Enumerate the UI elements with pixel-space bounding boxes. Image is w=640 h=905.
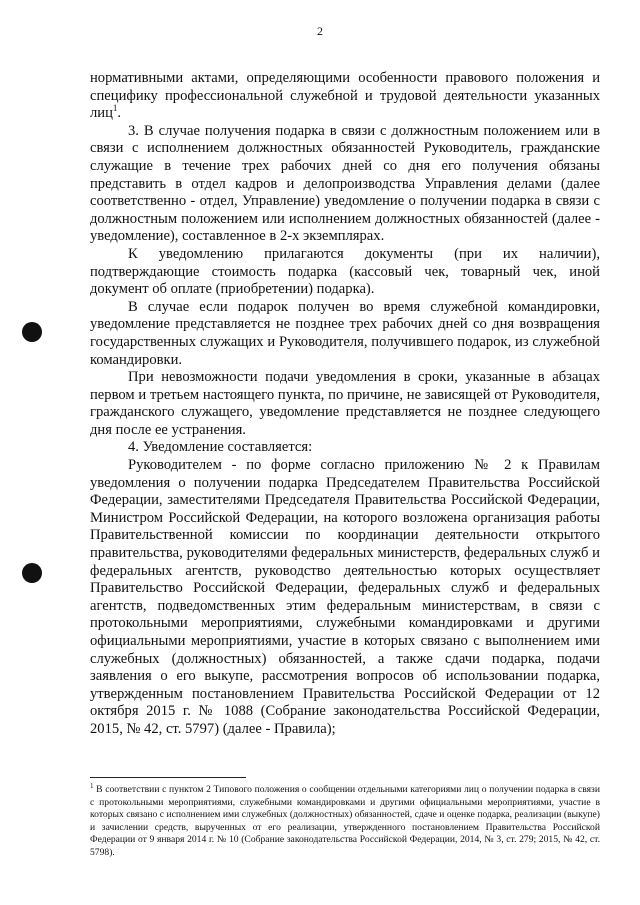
- paragraph-business-trip: В случае если подарок получен во время служебной командировки, уведомление представляется не позднее трех рабочих дней со дня возвращения государственных служащих и Руководителя, получившего подарок, из служебной командировки.: [90, 298, 600, 368]
- paragraph-tail: .: [117, 105, 122, 122]
- paragraph-item-4: 4. Уведомление составляется:: [128, 439, 313, 456]
- document-body: [90, 70, 600, 739]
- paragraph-impossibility: При невозможности подачи уведомления в сроки, указанные в абзацах первом и третьем настоящего пункта, по причине, не зависящей от Руководителя, гражданского служащего, уведомление представляется не позднее следующего дня после ее устранения.: [90, 369, 600, 438]
- punch-hole: [22, 322, 42, 342]
- paragraph-text: нормативными актами, определяющими особенности правового положения и специфику профессиональной служебной и трудовой деятельности указанных лиц: [90, 70, 600, 122]
- paragraph-continuation: [90, 70, 600, 123]
- footnote-mark: 1: [90, 781, 94, 790]
- page-number: 2: [317, 24, 323, 38]
- punch-hole: [22, 563, 42, 583]
- paragraph-attachments: К уведомлению прилагаются документы (при их наличии), подтверждающие стоимость подарка (кассовый чек, товарный чек, иной документ об оплате (приобретении) подарка).: [90, 245, 600, 298]
- footnote: [90, 781, 600, 860]
- footnote-text: В соответствии с пунктом 2 Типового положения о сообщении отдельными категориями лиц о получении подарка в связи с протокольными мероприятиями, служебными командировками и другими официальными мероприятиями, участие в которых связано с исполнением ими служебных (должностных) обязанностей, сдаче и оценке подарка, реализации (выкупе) и зачислении средств, вырученных от его реализации, утвержденного постановлением Правительства Российской Федерации от 9 января 2014 г. № 10 (Собрание законодательства Российской Федерации, 2014, № 3, ст. 279; 2015, № 42, ст. 5798).: [90, 784, 600, 858]
- paragraph-head-form: Руководителем - по форме согласно приложению № 2 к Правилам уведомления о получении подарка Председателем Правительства Российской Федерации, заместителями Председателя Правительства Российской Федерации, Министром Российской Федерации, на которого возложена организация работы Правительственной комиссии по координации деятельности открытого правительства, руководителями федеральных министерств, федеральных служб и федеральных агентств, руководство деятельностью которых осуществляет Правительство Российской Федерации, федеральных служб и федеральных агентств, подведомственных этим федеральным министерствам, в связи с протокольными мероприятиями, служебными командировками и другими официальными мероприятиями, участие в которых связано с выполнением ими служебных (должностных) обязанностей, а также сдачи подарка, подачи заявления о его выкупе, рассмотрения вопросов об использовании подарка, утвержденным постановлением Правительства Российской Федерации от 12 октября 2015 г. № 1088 (Собрание законодательства Российской Федерации, 2015, № 42, ст. 5797) (далее - Правила);: [90, 457, 600, 737]
- paragraph-item-3: 3. В случае получения подарка в связи с должностным положением или в связи с исполнением должностных обязанностей Руководитель, гражданские служащие в течение трех рабочих дней со дня его получения обязаны представить в отдел кадров и делопроизводства Управления делами (далее соответственно - отдел, Управление) уведомление о получении подарка в связи с должностным положением или исполнением должностных обязанностей (далее - уведомление), составленное в 2-х экземплярах.: [90, 122, 600, 245]
- footnote-reference: 1: [112, 103, 118, 114]
- footnote-divider: [90, 777, 246, 778]
